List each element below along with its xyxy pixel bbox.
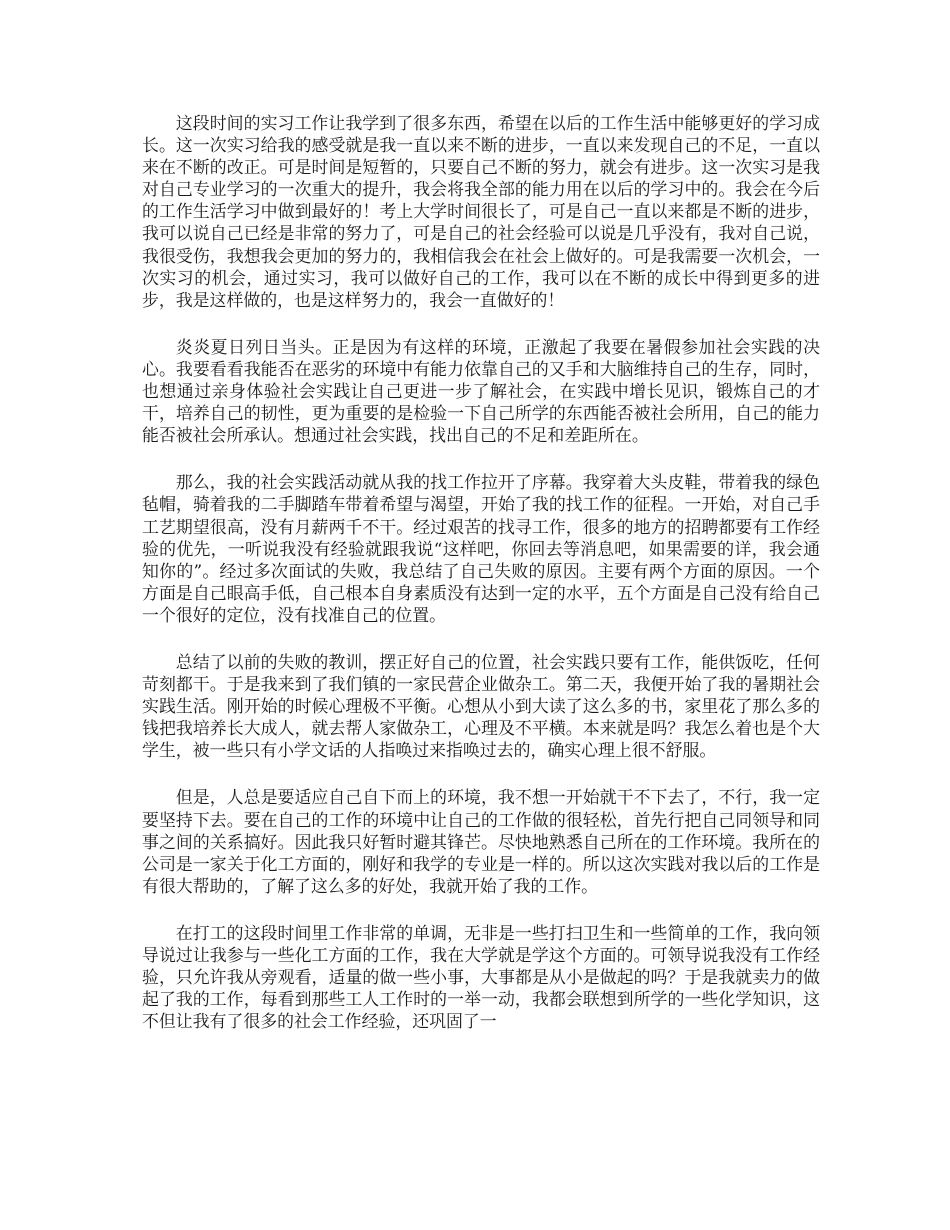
- paragraph-work-experience: 在打工的这段时间里工作非常的单调，无非是一些打扫卫生和一些简单的工作，我向领导说过让我参与一些化工方面的工作，我在大学就是学这个方面的。可领导说我没有工作经验，只允许我从旁观看，适量的做一些小事，大事都是从小是做起的吗？于是我就卖力的做起了我的工作，每看到那些工人工作时的一举一动，我都会联想到所学的一些化学知识，这不但让我有了很多的社会工作经验，还巩固了一: [142, 922, 820, 1032]
- paragraph-job-search: 那么，我的社会实践活动就从我的找工作拉开了序幕。我穿着大头皮鞋，带着我的绿色毡帽，骑着我的二手脚踏车带着希望与渴望，开始了我的找工作的征程。一开始，对自己手工艺期望很高，没有月薪两千不干。经过艰苦的找寻工作，很多的地方的招聘都要有工作经验的优先，一听说我没有经验就跟我说“这样吧，你回去等消息吧，如果需要的详，我会通知你的”。经过多次面试的失败，我总结了自己失败的原因。主要有两个方面的原因。一个方面是自己眼高手低，自己根本自身素质没有达到一定的水平，五个方面是自己没有给自己一个很好的定位，没有找准自己的位置。: [142, 472, 820, 625]
- paragraph-odd-job-start: 总结了以前的失败的教训，摆正好自己的位置，社会实践只要有工作，能供饭吃，任何苛刻都干。于是我来到了我们镇的一家民营企业做杂工。第二天，我便开始了我的暑期社会实践生活。刚开始的时候心理极不平衡。心想从小到大读了这么多的书，家里花了那么多的钱把我培养长大成人，就去帮人家做杂工，心理及不平横。本来就是吗？我怎么着也是个大学生，被一些只有小学文话的人指唤过来指唤过去的，确实心理上很不舒服。: [142, 651, 820, 761]
- paragraph-adapting-environment: 但是，人总是要适应自己自下而上的环境，我不想一开始就干不下去了，不行，我一定要坚持下去。要在自己的工作的环境中让自己的工作做的很轻松，首先行把自己同领导和同事之间的关系搞好。因此我只好暂时避其锋芒。尽快地熟悉自己所在的工作环境。我所在的公司是一家关于化工方面的，刚好和我学的专业是一样的。所以这次实践对我以后的工作是有很大帮助的，了解了这么多的好处，我就开始了我的工作。: [142, 787, 820, 896]
- paragraph-internship-reflection: 这段时间的实习工作让我学到了很多东西，希望在以后的工作生活中能够更好的学习成长。这一次实习给我的感受就是我一直以来不断的进步，一直以来发现自己的不足，一直以来在不断的改正。可是时间是短暂的，只要自己不断的努力，就会有进步。这一次实习是我对自己专业学习的一次重大的提升，我会将我全部的能力用在以后的学习中的。我会在今后的工作生活学习中做到最好的！考上大学时间很长了，可是自己一直以来都是不断的进步，我可以说自己已经是非常的努力了，可是自己的社会经验可以说是几乎没有，我对自己说，我很受伤，我想我会更加的努力的，我相信我会在社会上做好的。可是我需要一次机会，一次实习的机会，通过实习，我可以做好自己的工作，我可以在不断的成长中得到更多的进步，我是这样做的，也是这样努力的，我会一直做好的！: [142, 113, 820, 310]
- document-page: [142, 112, 820, 1057]
- paragraph-summer-motivation: 炎炎夏日列日当头。正是因为有这样的环境，正激起了我要在暑假参加社会实践的决心。我要看看我能否在恶劣的环境中有能力依靠自己的又手和大脑维持自己的生存，同时，也想通过亲身体验社会实践让自己更进一步了解社会，在实践中增长见识，锻炼自己的才干，培养自己的韧性，更为重要的是检验一下自己所学的东西能否被社会所用，自己的能力能否被社会所承认。想通过社会实践，找出自己的不足和差距所在。: [142, 336, 820, 446]
